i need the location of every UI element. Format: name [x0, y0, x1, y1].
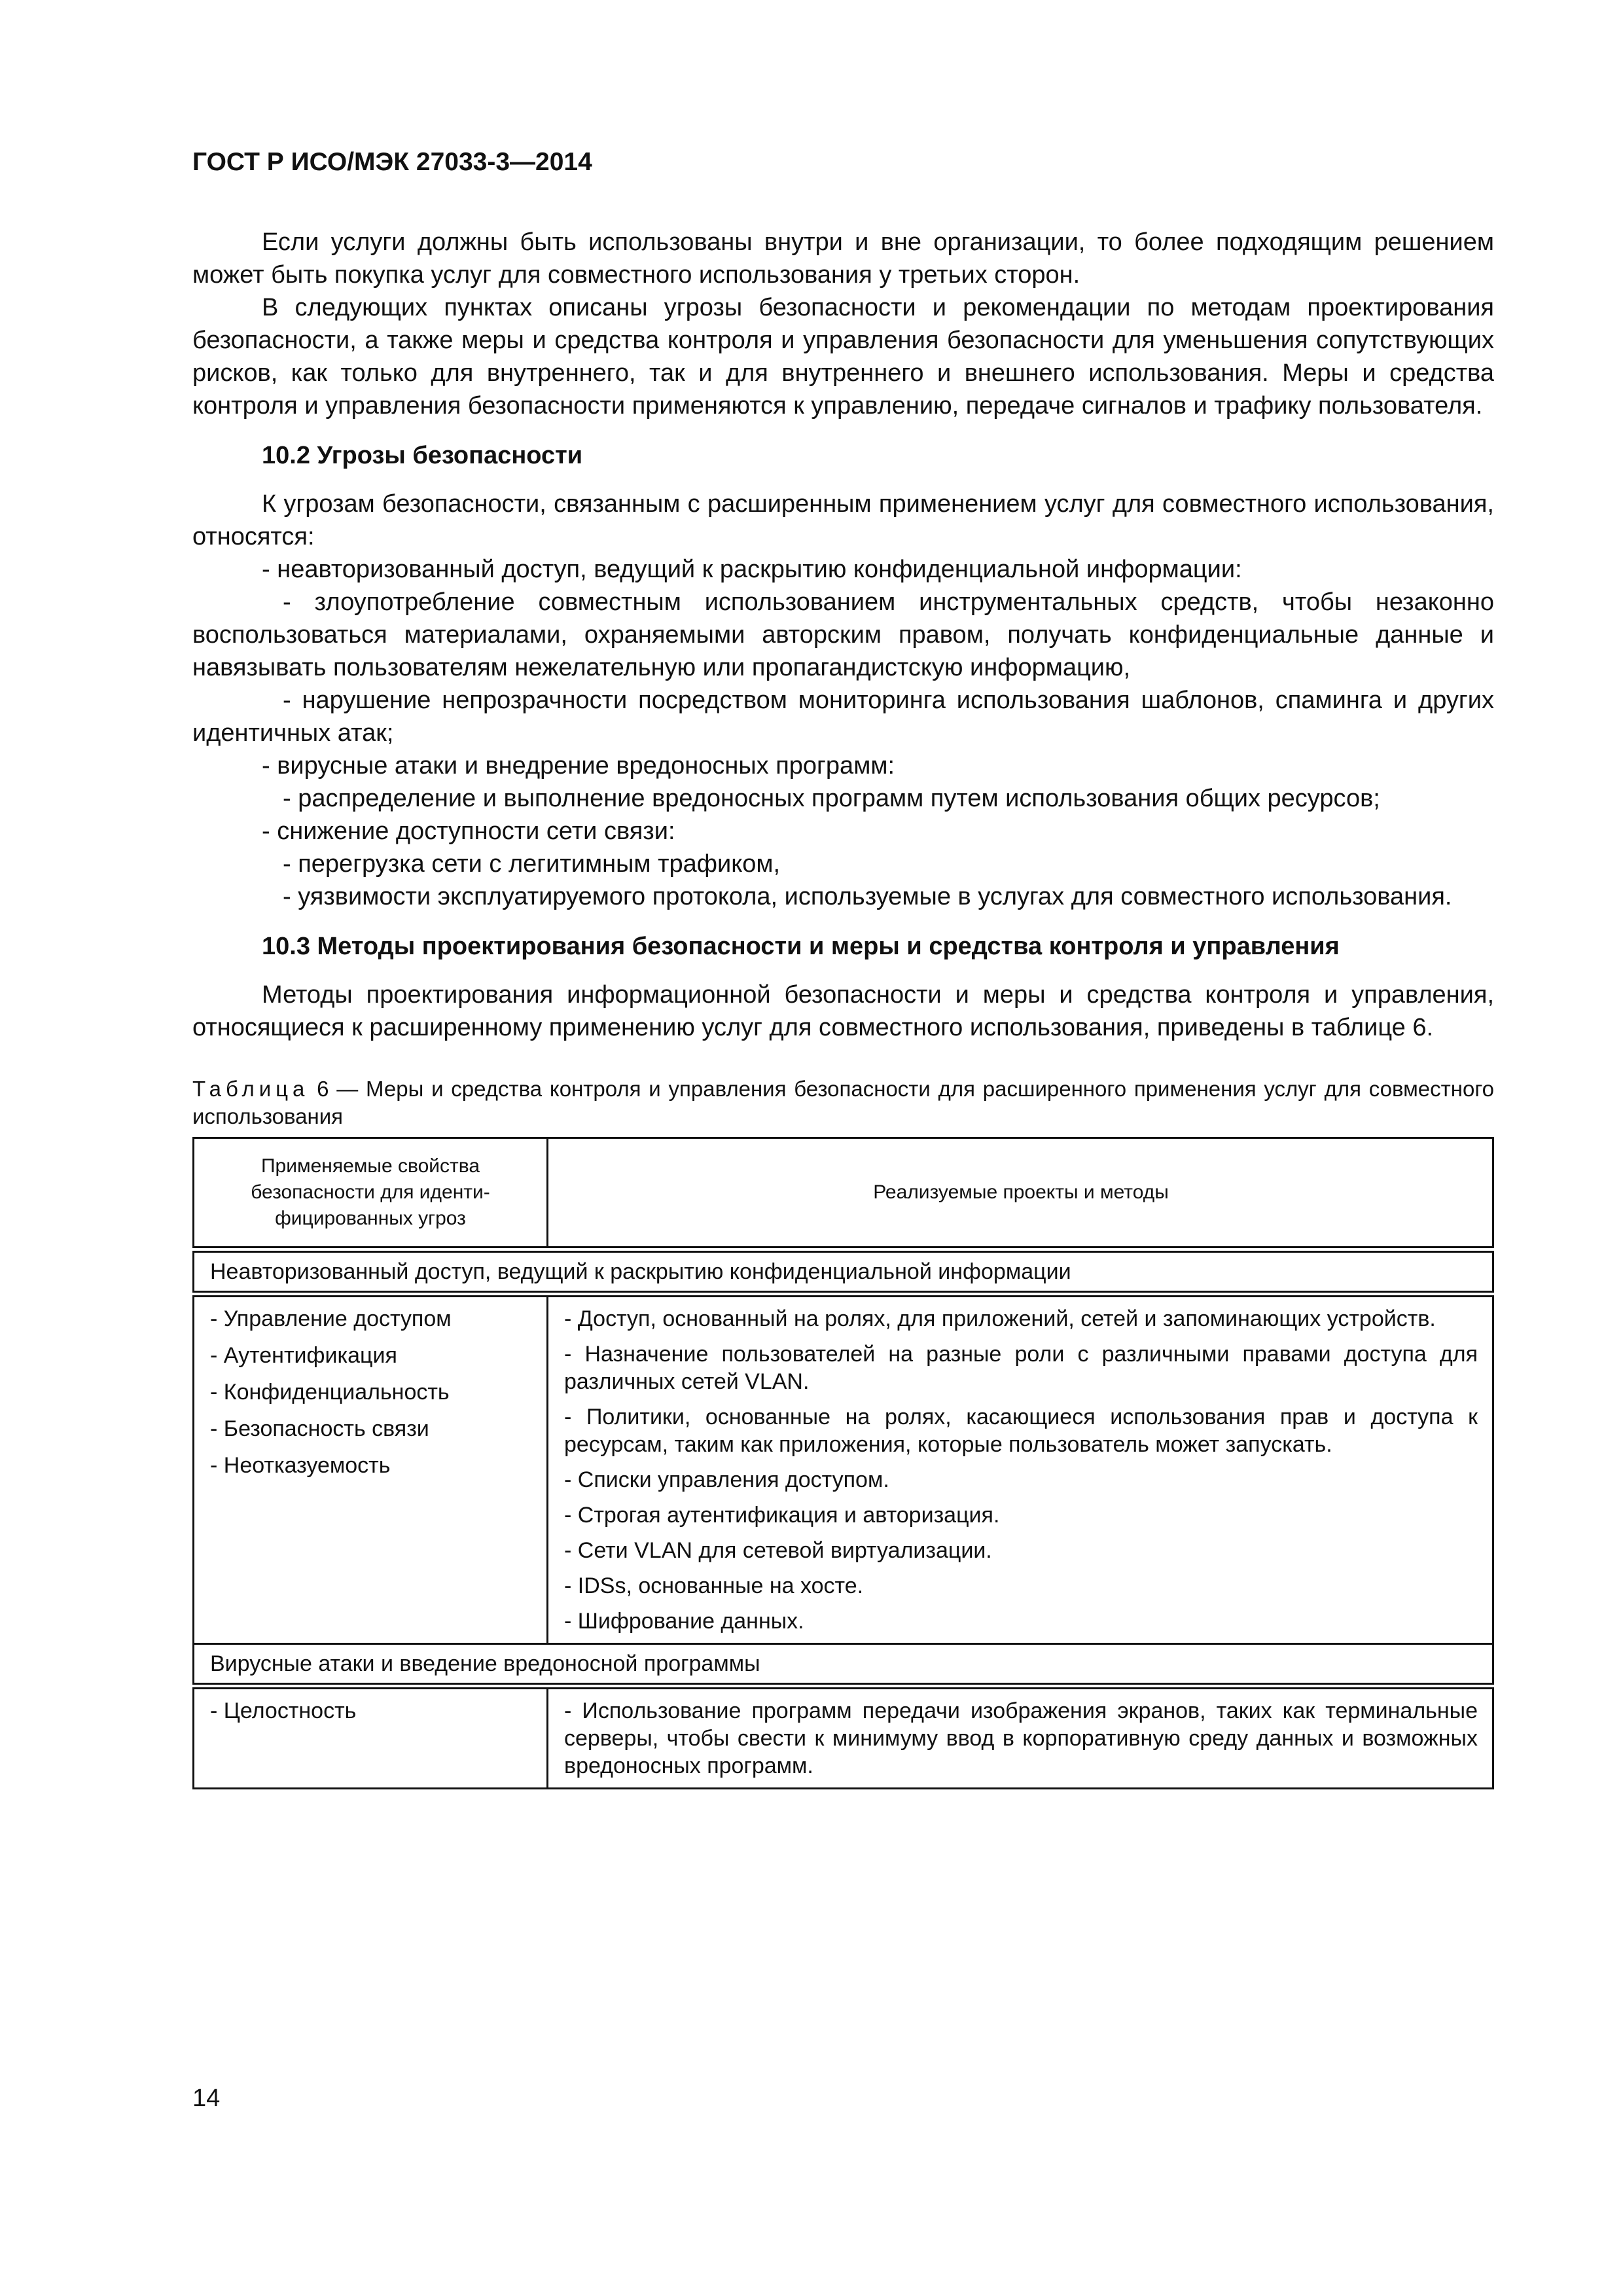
- table-row: [194, 1297, 1493, 1644]
- method-item: - Доступ, основанный на ролях, для приложений, сетей и запоминающих устройств.: [564, 1306, 1436, 1331]
- document-page: [192, 0, 1494, 2296]
- method-item: - Использование программ передачи изображения экранов, таких как терминальные серверы, чтобы свести к минимуму ввод в корпоративную среду данных и возможных вредоносных программ.: [564, 1698, 1478, 1778]
- property-item: - Неотказуемость: [210, 1453, 391, 1478]
- threat-group-title: Неавторизованный доступ, ведущий к раскрытию конфиденциальной информации: [194, 1252, 1493, 1292]
- security-properties-cell: [194, 1297, 548, 1644]
- table-divider: [194, 1247, 1493, 1252]
- paragraph: К угрозам безопасности, связанным с расширенным применением услуг для совместного использования, относятся:: [192, 490, 1494, 550]
- method-item: - IDSs, основанные на хосте.: [564, 1573, 864, 1598]
- document-header: ГОСТ Р ИСО/МЭК 27033-3—2014: [192, 148, 592, 176]
- method-item: - Политики, основанные на ролях, касающиеся использования прав и доступа к ресурсам, таким как приложения, которые пользователь может запускать.: [564, 1405, 1478, 1457]
- property-item: - Аутентификация: [210, 1343, 397, 1368]
- method-item: - Списки управления доступом.: [564, 1467, 889, 1492]
- list-item: - уязвимости эксплуатируемого протокола, используемые в услугах для совместного использования.: [283, 883, 1452, 910]
- table-caption: [192, 1075, 1494, 1130]
- table-caption-text: 6 — Меры и средства контроля и управления безопасности для расширенного применения услуг для совместного использования: [192, 1077, 1494, 1128]
- property-item: - Целостность: [210, 1698, 357, 1723]
- method-item: - Шифрование данных.: [564, 1609, 804, 1634]
- column-header: Применяемые свойства безопасности для иденти-фицированных угроз: [194, 1138, 548, 1247]
- property-item: - Управление доступом: [210, 1306, 452, 1331]
- list-item: - перегрузка сети с легитимным трафиком,: [283, 850, 781, 878]
- section-heading: 10.2 Угрозы безопасности: [262, 442, 583, 469]
- controls-table: [192, 1137, 1494, 1789]
- methods-cell: [548, 1689, 1493, 1789]
- security-properties-cell: [194, 1689, 548, 1789]
- property-item: - Безопасность связи: [210, 1416, 429, 1441]
- table-row: [194, 1689, 1493, 1789]
- column-header: Реализуемые проекты и методы: [548, 1138, 1493, 1247]
- property-item: - Конфиденциальность: [210, 1380, 450, 1405]
- list-item: - нарушение непрозрачности посредством мониторинга использования шаблонов, спаминга и других идентичных атак;: [192, 687, 1494, 747]
- table-divider: [194, 1684, 1493, 1689]
- method-item: - Сети VLAN для сетевой виртуализации.: [564, 1538, 992, 1563]
- paragraph: Если услуги должны быть использованы внутри и вне организации, то более подходящим решением может быть покупка услуг для совместного использования у третьих сторон.: [192, 228, 1494, 289]
- list-item: - вирусные атаки и внедрение вредоносных программ:: [262, 752, 895, 780]
- list-item: - распределение и выполнение вредоносных программ путем использования общих ресурсов;: [283, 785, 1380, 812]
- table-group-row: [194, 1252, 1493, 1292]
- paragraph: В следующих пунктах описаны угрозы безопасности и рекомендации по методам проектирования безопасности, а также меры и средства контроля и управления безопасности для уменьшения сопутствующих рисков, как только для внутреннего, так и для внутреннего и внешнего использования. Меры и средства контроля и управления безопасности применяются к управлению, передаче сигналов и трафику пользователя.: [192, 294, 1494, 420]
- section-heading: 10.3 Методы проектирования безопасности и меры и средства контроля и управления: [262, 933, 1340, 960]
- table-header-row: [194, 1138, 1493, 1247]
- list-item: - снижение доступности сети связи:: [262, 817, 675, 845]
- table-divider: [194, 1292, 1493, 1297]
- paragraph: Методы проектирования информационной безопасности и меры и средства контроля и управления, относящиеся к расширенному применению услуг для совместного использования, приведены в таблице 6.: [192, 981, 1494, 1041]
- threat-group-title: Вирусные атаки и введение вредоносной программы: [194, 1644, 1493, 1684]
- list-item: - неавторизованный доступ, ведущий к раскрытию конфиденциальной информации:: [262, 556, 1242, 583]
- page-number: 14: [192, 2085, 221, 2112]
- document-body: [192, 226, 1494, 1789]
- methods-cell: [548, 1297, 1493, 1644]
- method-item: - Строгая аутентификация и авторизация.: [564, 1503, 1000, 1528]
- table-group-row: [194, 1644, 1493, 1684]
- table-caption-label: Таблица: [192, 1077, 310, 1101]
- method-item: - Назначение пользователей на разные роли с различными правами доступа для различных сетей VLAN.: [564, 1342, 1478, 1394]
- list-item: - злоупотребление совместным использованием инструментальных средств, чтобы незаконно воспользоваться материалами, охраняемыми авторским правом, получать конфиденциальные данные и навязывать пользователям нежелательную или пропагандистскую информацию,: [192, 588, 1494, 681]
